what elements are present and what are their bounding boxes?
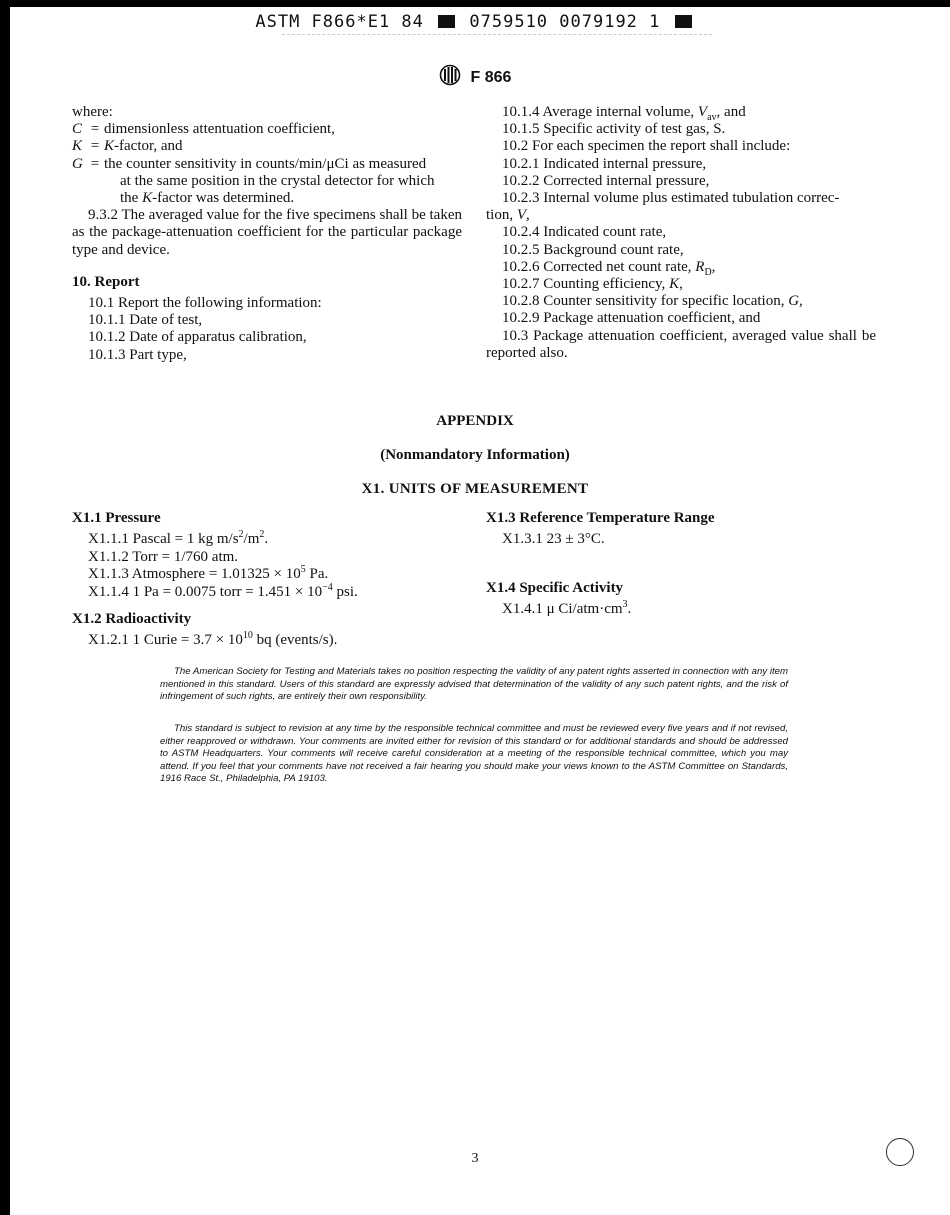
paragraph-9-3-2: 9.3.2 The averaged value for the five specimens shall be taken as the package-attenuation coefficient for the particular package type and device. [72, 207, 462, 258]
item-10-3: 10.3 Package attenuation coefficient, averaged value shall be reported also. [486, 327, 876, 361]
appendix-title: APPENDIX [436, 413, 514, 429]
item-10-2-8: 10.2.8 Counter sensitivity for specific location, G, [502, 293, 803, 310]
appendix-left-column [72, 510, 472, 650]
item-10-2-2: 10.2.2 Corrected internal pressure, [502, 172, 710, 189]
document-code-header [0, 12, 950, 32]
designation-header [0, 64, 950, 91]
item-10-1-5: 10.1.5 Specific activity of test gas, S. [502, 121, 726, 138]
item-10-2: 10.2 For each specimen the report shall include: [502, 138, 791, 155]
top-rule [0, 0, 950, 7]
x1-4-heading: X1.4 Specific Activity [486, 579, 624, 596]
document-code-part2: 0759510 0079192 1 [469, 12, 661, 32]
item-10-2-3-continued: tion, V, [486, 207, 530, 224]
item-10-1-2: 10.1.2 Date of apparatus calibration, [88, 329, 307, 346]
x1-1-1: X1.1.1 Pascal = 1 kg $m/s^2/m^2$. [88, 529, 269, 548]
header-underline [282, 34, 712, 36]
item-10-2-1: 10.2.1 Indicated internal pressure, [502, 155, 707, 172]
right-column [486, 104, 876, 362]
patent-notice: The American Society for Testing and Materials takes no position respecting the validity of any patent rights asserted in connection with any item mentioned in this standard. Users of this standard are expressly advised that determination of the validity of any such patent rights, and the risk of infringement of such rights, are entirely their own responsibility. [160, 666, 788, 703]
x1-2-heading: X1.2 Radioactivity [72, 611, 192, 628]
item-10-2-7: 10.2.7 Counting efficiency, K, [502, 276, 683, 293]
item-10-2-3: 10.2.3 Internal volume plus estimated tubulation correc- [502, 190, 840, 207]
redaction-block-icon [438, 15, 455, 28]
astm-logo-icon [439, 64, 461, 91]
redaction-block-icon [675, 15, 692, 28]
x1-1-4: X1.1.4 1 Pa = 0.0075 torr = $1.451 \times 10^{-4}$ psi. [88, 581, 358, 600]
x1-3-1: X1.3.1 23 ± 3°C. [502, 531, 605, 548]
left-column [72, 104, 462, 364]
scan-edge-bar [0, 0, 10, 1215]
appendix-section-title: X1. UNITS OF MEASUREMENT [361, 481, 589, 497]
x1-1-heading: X1.1 Pressure [72, 510, 161, 526]
item-10-1-1: 10.1.1 Date of test, [88, 312, 203, 329]
variable-definition-k: K = K-factor, and [72, 138, 183, 155]
item-10-2-6: 10.2.6 Corrected net count rate, $R_D$, [502, 258, 716, 278]
section-10-heading: 10. Report [72, 273, 140, 290]
item-10-1-4: 10.1.4 Average internal volume, $V_{av}$, and [502, 104, 746, 123]
document-code-part1: ASTM F866*E1 84 [255, 12, 424, 32]
item-10-2-5: 10.2.5 Background count rate, [502, 241, 684, 258]
variable-definition-g: G = the counter sensitivity in counts/min/μCi as measured at the same position in the crystal detector for which the K-factor was determined. [72, 155, 435, 207]
appendix-subtitle: (Nonmandatory Information) [380, 447, 570, 463]
x1-1-2: X1.1.2 Torr = 1/760 atm. [88, 548, 239, 565]
revision-notice: This standard is subject to revision at any time by the responsible technical committee and must be reviewed every five years and if not revised, either reapproved or withdrawn. Your comments are invited either for revision of this standard or for additional standards and should be addressed to ASTM Headquarters. Your comments will receive careful consideration at a meeting of the responsible technical committee, which you may attend. If you feel that your comments have not received a fair hearing you should make your views known to the ASTM Committee on Standards, 1916 Race St., Philadelphia, PA 19103. [160, 723, 788, 785]
item-10-2-4: 10.2.4 Indicated count rate, [502, 224, 667, 241]
x1-2-1: X1.2.1 1 Curie = $3.7 \times 10^{10}$ bq (events/s). [88, 630, 338, 649]
designation-number: F 866 [470, 68, 512, 86]
item-10-2-9: 10.2.9 Package attenuation coefficient, and [502, 310, 761, 327]
variable-definition-c: C = dimensionless attentuation coefficient, [72, 121, 335, 138]
item-10-1-3: 10.1.3 Part type, [88, 346, 187, 363]
circle-mark-icon [886, 1138, 914, 1166]
x1-3-heading: X1.3 Reference Temperature Range [486, 510, 715, 526]
x1-4-1: X1.4.1 μ $Ci/atm\cdot cm^3$. [502, 599, 632, 618]
x1-1-3: X1.1.3 Atmosphere = $1.01325 \times 10^5$ Pa. [88, 564, 329, 583]
where-label: where: [72, 104, 113, 120]
page-number: 3 [471, 1151, 479, 1166]
item-10-1: 10.1 Report the following information: [88, 295, 322, 312]
appendix-right-column [486, 510, 876, 619]
